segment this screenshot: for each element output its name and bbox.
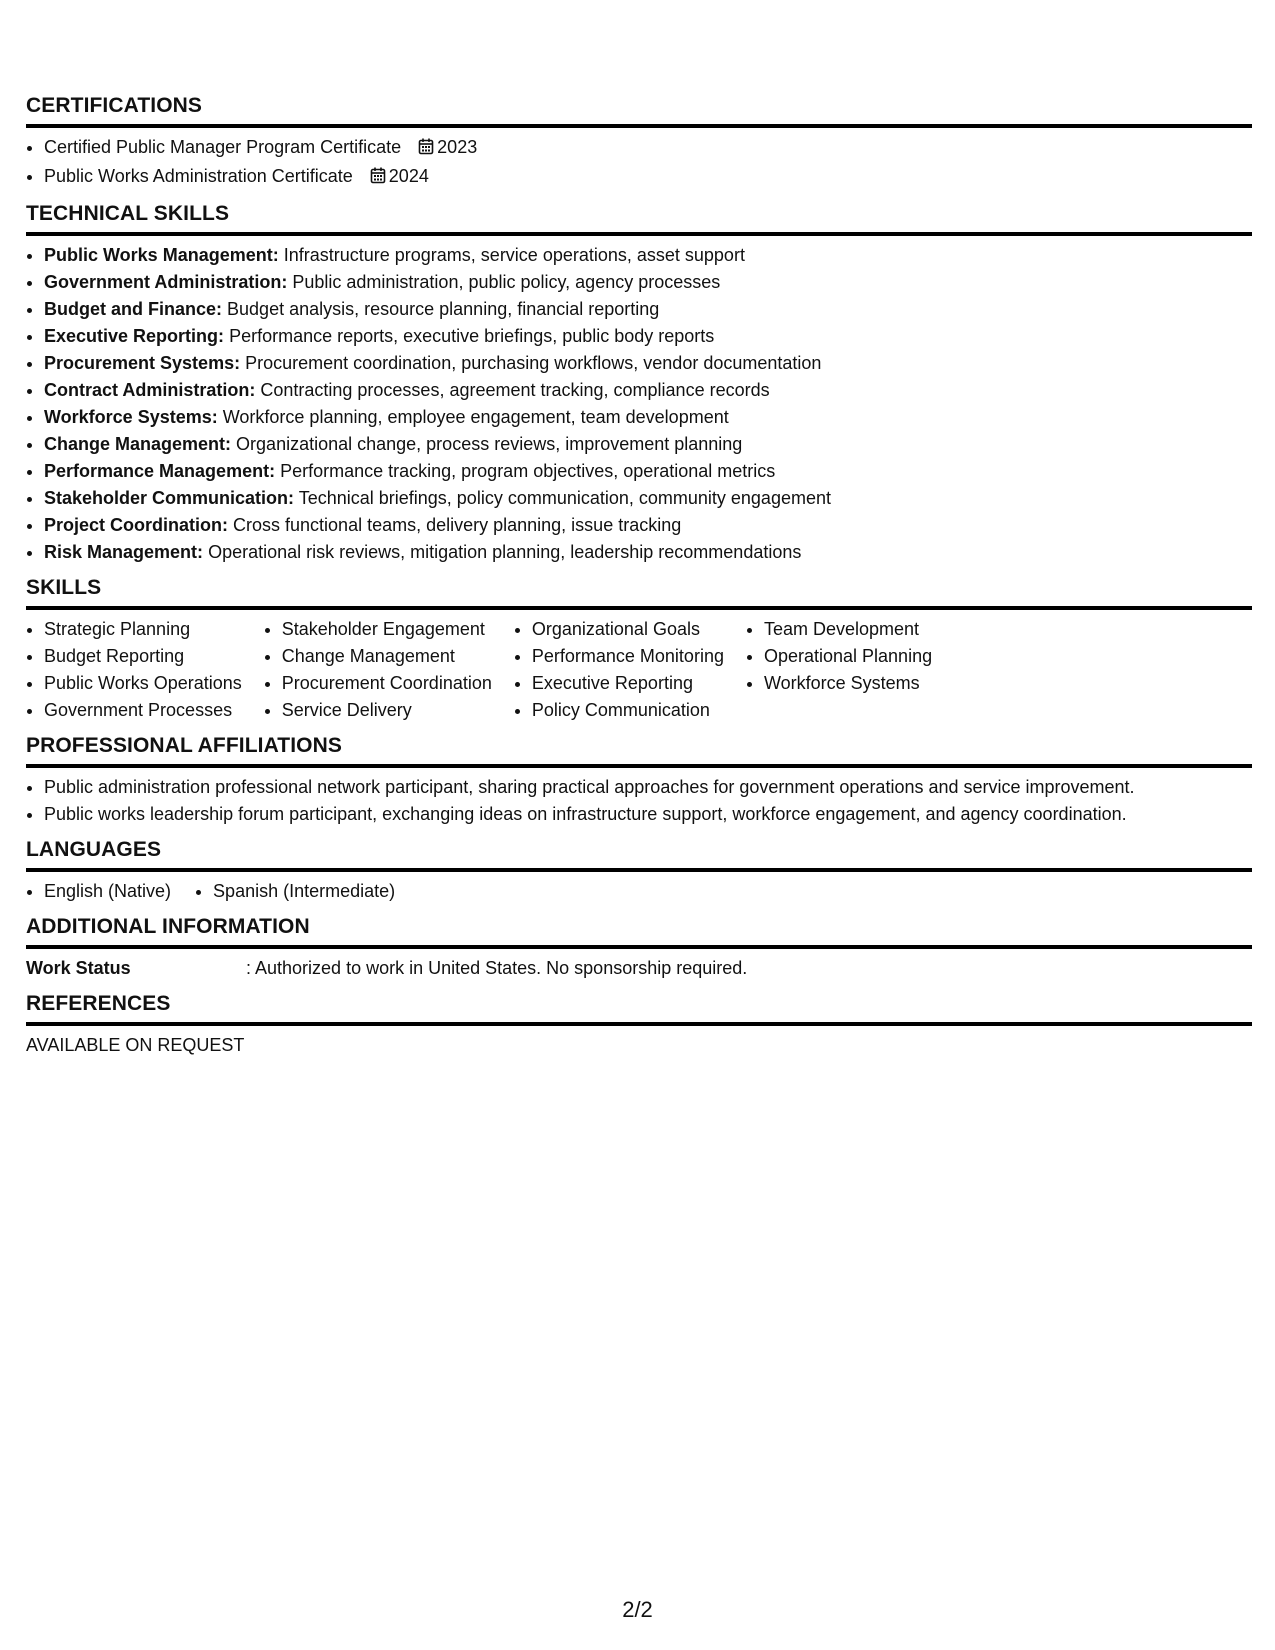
skill-label: Procurement Systems: — [44, 353, 241, 373]
section-title: SKILLS — [26, 576, 1252, 610]
technical-skill-item — [44, 512, 1252, 539]
skill-item: • Team Development — [764, 616, 932, 643]
certification-item — [44, 134, 1252, 163]
skill-text: Contracting processes, agreement tracking, compliance records — [260, 380, 770, 400]
skill-label: Workforce Systems: — [44, 407, 218, 427]
language-item: • Spanish (Intermediate) — [213, 878, 395, 905]
language-list — [26, 878, 171, 905]
technical-skill-item — [44, 377, 1252, 404]
skill-item: • Strategic Planning — [44, 616, 242, 643]
skill-text: Budget analysis, resource planning, financial reporting — [227, 299, 660, 319]
technical-skill-item — [44, 323, 1252, 350]
page-number: 2/2 — [622, 1597, 653, 1622]
references-text: AVAILABLE ON REQUEST — [26, 1035, 245, 1055]
technical-skill-item — [44, 269, 1252, 296]
skill-label: Stakeholder Communication: — [44, 488, 295, 508]
skill-text: Technical briefings, policy communication, community engagement — [298, 488, 831, 508]
skills-column — [264, 616, 492, 724]
technical-skills-list — [26, 242, 1252, 566]
skill-text: Procurement coordination, purchasing workflows, vendor documentation — [245, 353, 822, 373]
skills-column — [746, 616, 932, 724]
work-status-value: : Authorized to work in United States. No sponsorship required. — [246, 958, 748, 978]
technical-skill-item — [44, 485, 1252, 512]
section-title: PROFESSIONAL AFFILIATIONS — [26, 734, 1252, 768]
skill-item: • Policy Communication — [532, 697, 724, 724]
work-status-row — [26, 955, 1252, 982]
technical-skill-item — [44, 242, 1252, 269]
technical-skill-item — [44, 539, 1252, 566]
skill-text: Workforce planning, employee engagement, team development — [222, 407, 729, 427]
skill-item: • Public Works Operations — [44, 670, 242, 697]
skill-text: Infrastructure programs, service operations, asset support — [283, 245, 745, 265]
section-title: ADDITIONAL INFORMATION — [26, 915, 1252, 949]
language-list — [195, 878, 395, 905]
skill-item: • Organizational Goals — [532, 616, 724, 643]
calendar-icon — [370, 165, 386, 192]
skill-label: Contract Administration: — [44, 380, 256, 400]
skill-item: • Operational Planning — [764, 643, 932, 670]
affiliations-section — [26, 734, 1252, 828]
technical-skill-item — [44, 458, 1252, 485]
skill-text: Performance tracking, program objectives, operational metrics — [280, 461, 776, 481]
skill-item: • Stakeholder Engagement — [282, 616, 492, 643]
language-item: • English (Native) — [44, 878, 171, 905]
technical-skills-section — [26, 202, 1252, 566]
skill-text: Organizational change, process reviews, improvement planning — [236, 434, 743, 454]
affiliations-list — [26, 774, 1252, 828]
resume-page — [26, 94, 1252, 1069]
skills-section — [26, 576, 1252, 724]
skills-column — [514, 616, 724, 724]
skill-label: Executive Reporting: — [44, 326, 225, 346]
certification-name: Certified Public Manager Program Certificate — [44, 137, 402, 157]
references-section — [26, 992, 1252, 1059]
skill-item: • Executive Reporting — [532, 670, 724, 697]
certification-item — [44, 163, 1252, 192]
section-title: LANGUAGES — [26, 838, 1252, 872]
technical-skill-item — [44, 296, 1252, 323]
affiliation-item: • Public administration professional network participant, sharing practical approaches for government operations and service improvement. — [44, 774, 1252, 801]
skill-label: Public Works Management: — [44, 245, 279, 265]
skill-item: • Procurement Coordination — [282, 670, 492, 697]
skill-item: • Budget Reporting — [44, 643, 242, 670]
section-title: REFERENCES — [26, 992, 1252, 1026]
certifications-list — [26, 134, 1252, 192]
skill-label: Government Administration: — [44, 272, 288, 292]
certification-name: Public Works Administration Certificate — [44, 166, 353, 186]
skill-text: Operational risk reviews, mitigation planning, leadership recommendations — [208, 542, 802, 562]
skill-label: Risk Management: — [44, 542, 204, 562]
certifications-section — [26, 94, 1252, 192]
skill-item: • Performance Monitoring — [532, 643, 724, 670]
calendar-icon — [418, 136, 434, 163]
affiliation-item: • Public works leadership forum participant, exchanging ideas on infrastructure support, workforce engagement, and agency coordination. — [44, 801, 1252, 828]
skill-text: Public administration, public policy, agency processes — [292, 272, 721, 292]
additional-info-section — [26, 915, 1252, 982]
skill-text: Cross functional teams, delivery planning, issue tracking — [233, 515, 682, 535]
skills-grid — [26, 616, 1252, 724]
technical-skill-item — [44, 350, 1252, 377]
skill-label: Performance Management: — [44, 461, 276, 481]
technical-skill-item — [44, 431, 1252, 458]
work-status-label: Work Status — [26, 958, 131, 978]
skill-item: • Service Delivery — [282, 697, 492, 724]
skill-label: Budget and Finance: — [44, 299, 223, 319]
skill-text: Performance reports, executive briefings, public body reports — [229, 326, 715, 346]
certification-year: 2024 — [388, 166, 429, 186]
skill-item: • Change Management — [282, 643, 492, 670]
technical-skill-item — [44, 404, 1252, 431]
certification-year: 2023 — [437, 137, 478, 157]
skill-label: Project Coordination: — [44, 515, 228, 535]
skill-label: Change Management: — [44, 434, 232, 454]
languages-row — [26, 878, 1252, 905]
skill-item: • Government Processes — [44, 697, 242, 724]
languages-section — [26, 838, 1252, 905]
skill-item: • Workforce Systems — [764, 670, 932, 697]
section-title: TECHNICAL SKILLS — [26, 202, 1252, 236]
skills-column — [26, 616, 242, 724]
section-title: CERTIFICATIONS — [26, 94, 1252, 128]
